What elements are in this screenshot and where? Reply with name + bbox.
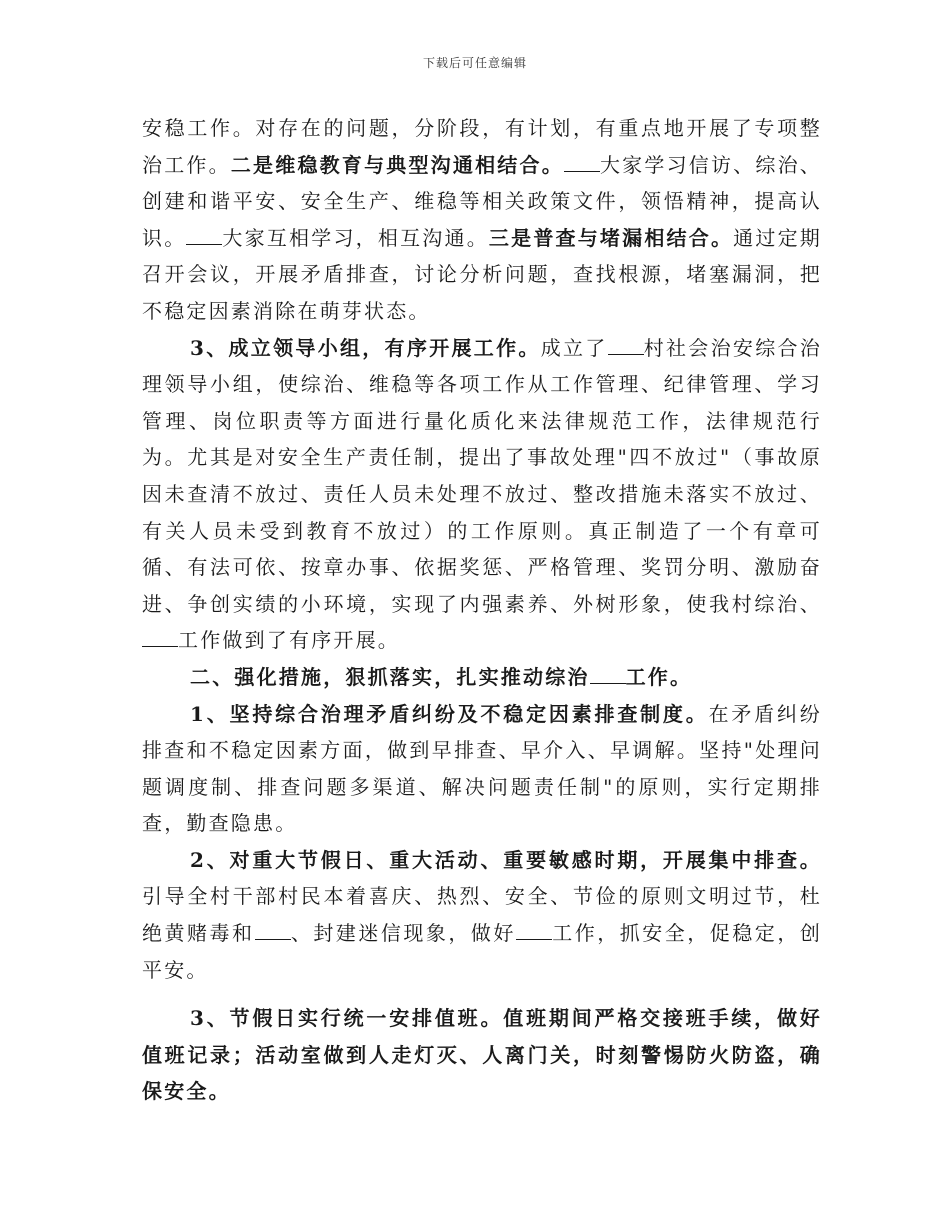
- paragraph-leadership-group: [142, 330, 822, 659]
- blank-underline: [516, 919, 552, 940]
- paragraph-text: 村社会治安综合治理领导小组，使综治、维稳等各项工作从工作管理、纪律管理、学习管理、岗位职责等方面进行量化质化来法律规范工作，法律规范行为。尤其是对安全生产责任制，提出了事故处理"四不放过"（事故原因未查清不放过、责任人员未处理不放过、整改措施未落实不放过、有关人员未受到教育不放过）的工作原则。真正制造了一个有章可循、有法可依、按章办事、依据奖惩、严格管理、奖罚分明、激励奋进、争创实绩的小环境，实现了内强素养、外树形象，使我村综治、: [142, 335, 822, 616]
- paragraph-text: 引导全村干部村民本着喜庆、热烈、安全、节俭的原则文明过节，杜绝黄赌毒和: [142, 884, 822, 946]
- paragraph-text: 大家互相学习，相互沟通。: [222, 225, 489, 250]
- blank-underline: [142, 626, 178, 647]
- paragraph-holiday-duty: [142, 1000, 822, 1110]
- bold-heading: 3、成立领导小组，有序开展工作。: [190, 335, 541, 360]
- blank-underline: [564, 151, 600, 172]
- paragraph-text: 大家学习信访、综治、创建和谐平安、安全生产、维稳等相关政策文件，领悟精神，提高认识。: [142, 152, 823, 250]
- bold-heading: 三是普查与堵漏相结合。: [488, 225, 734, 250]
- document-body: [142, 110, 822, 1110]
- paragraph-text: 、封建迷信现象，做好: [290, 921, 516, 946]
- blank-underline: [608, 334, 644, 355]
- paragraph-stability-education: [142, 110, 822, 330]
- bold-heading: 1、坚持综合治理矛盾纠纷及不稳定因素排查制度。: [190, 701, 709, 726]
- section-heading-text: 工作。: [625, 664, 693, 689]
- bold-heading: 2、对重大节假日、重大活动、重要敏感时期，开展集中排查。: [190, 847, 822, 872]
- paragraph-holiday-investigation: [142, 842, 822, 988]
- paragraph-text: 工作做到了有序开展。: [178, 628, 400, 653]
- paragraph-text: 通过定期召开会议，开展矛盾排查，讨论分析问题，查找根源，堵塞漏洞，把不稳定因素消除在萌芽状态。: [142, 225, 822, 323]
- bold-heading: 3、节假日实行统一安排值班。值班期间严格交接班手续，做好值班记录；活动室做到人走灯灭、人离门关，时刻警惕防火防盗，确保安全。: [142, 1006, 822, 1104]
- paragraph-text: 工作，抓安全，促稳定，创平安。: [142, 921, 823, 982]
- section-heading-text: 二、强化措施，狠抓落实，扎实推动综治: [190, 664, 590, 689]
- paragraph-text: 成立了: [540, 335, 608, 360]
- bold-heading: 二是维稳教育与典型沟通相结合。: [230, 152, 564, 177]
- paragraph-text: 在矛盾纠纷排查和不稳定因素方面，做到早排查、早介入、早调解。坚持"处理问题调度制、排查问题多渠道、解决问题责任制"的原则，实行定期排查，勤查隐患。: [142, 701, 823, 836]
- blank-underline: [255, 919, 291, 940]
- paragraph-conflict-investigation: [142, 696, 822, 842]
- page-header-note: 下载后可任意编辑: [422, 56, 527, 70]
- blank-underline: [186, 224, 222, 245]
- paragraph-text: 安稳工作。对存在的问题，分阶段，有计划，有重点地开展了专项整治工作。: [142, 116, 822, 177]
- section-heading-strengthen-measures: [142, 659, 822, 696]
- blank-underline: [590, 663, 626, 684]
